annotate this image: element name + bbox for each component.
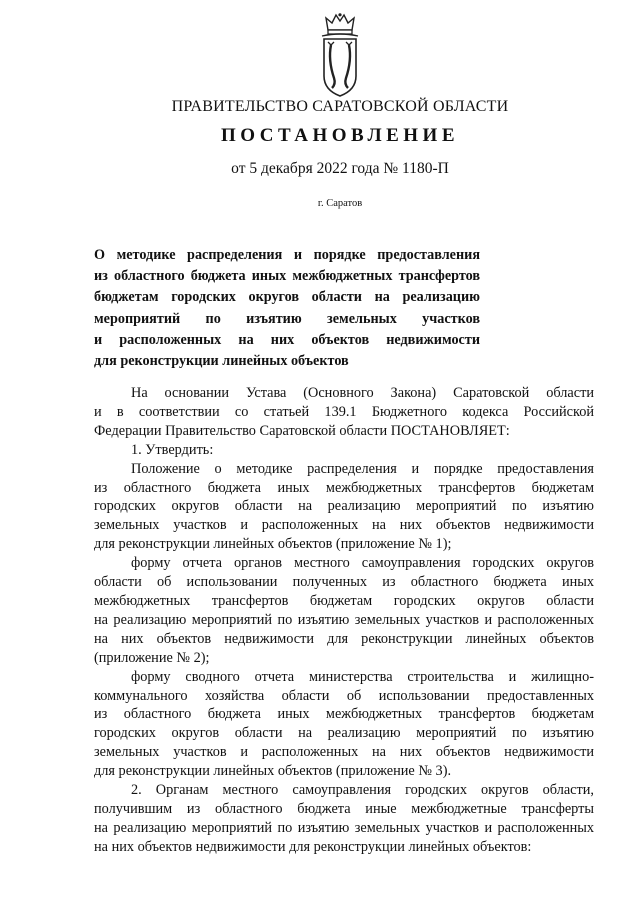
subject-line: и расположенных на них объектов недвижимости [94, 331, 480, 348]
body-line: области об использовании полученных из областного бюджета иных [94, 574, 594, 591]
date-number: от 5 декабря 2022 года № 1180-П [231, 160, 449, 177]
subject-line: бюджетам городских округов области на реализацию [94, 289, 480, 306]
body-line: для реконструкции линейных объектов (приложение № 3). [94, 763, 452, 780]
body-line: на реализацию мероприятий по изъятию земельных участков и расположенных [94, 819, 594, 836]
government-name: ПРАВИТЕЛЬСТВО САРАТОВСКОЙ ОБЛАСТИ [171, 98, 509, 115]
body-line: 1. Утвердить: [131, 441, 214, 458]
body-line: форму отчета органов местного самоуправления городских округов [131, 555, 594, 572]
body-line: межбюджетных трансфертов бюджетам городских округов области [94, 592, 594, 609]
subject-line: мероприятий по изъятию земельных участков [94, 310, 480, 327]
document-type-title: ПОСТАНОВЛЕНИЕ [220, 125, 460, 146]
subject-line: из областного бюджета иных межбюджетных трансфертов [94, 268, 480, 285]
body-line: Положение о методике распределения и порядке предоставления [131, 460, 594, 477]
body-line: городских округов области на реализацию мероприятий по изъятию [94, 498, 594, 515]
body-line: коммунального хозяйства области об использовании предоставленных [94, 687, 594, 704]
body-line: форму сводного отчета министерства строительства и жилищно- [131, 668, 594, 685]
document-body [94, 384, 594, 857]
body-line: для реконструкции линейных объектов (приложение № 1); [94, 536, 452, 553]
body-line: на реализацию мероприятий по изъятию земельных участков и расположенных [94, 611, 594, 628]
body-line: 2. Органам местного самоуправления городских округов области, [131, 782, 594, 799]
body-line: Федерации Правительство Саратовской области ПОСТАНОВЛЯЕТ: [94, 422, 510, 439]
body-line: из областного бюджета иных межбюджетных трансфертов бюджетам [94, 706, 594, 723]
saratov-coat-of-arms-icon [318, 12, 362, 98]
body-line: земельных участков и расположенных на них объектов недвижимости [94, 744, 594, 761]
document-subject [94, 245, 480, 372]
body-line: городских округов области на реализацию мероприятий по изъятию [94, 725, 594, 742]
subject-line: О методике распределения и порядке предоставления [94, 247, 480, 263]
body-line: земельных участков и расположенных на них объектов недвижимости [94, 517, 594, 534]
body-line: получившим из областного бюджета иные межбюджетные трансферты [94, 800, 594, 817]
body-line: из областного бюджета иных межбюджетных трансфертов бюджетам [94, 479, 594, 496]
subject-line: для реконструкции линейных объектов [94, 353, 349, 370]
body-line: на них объектов недвижимости для реконструкции линейных объектов [94, 630, 594, 647]
body-line: на них объектов недвижимости для реконструкции линейных объектов: [94, 838, 532, 855]
body-line: На основании Устава (Основного Закона) Саратовской области [131, 385, 594, 401]
body-line: и в соответствии со статьей 139.1 Бюджетного кодекса Российской [94, 403, 594, 420]
city-name: г. Саратов [317, 198, 363, 209]
body-line: (приложение № 2); [94, 649, 210, 666]
